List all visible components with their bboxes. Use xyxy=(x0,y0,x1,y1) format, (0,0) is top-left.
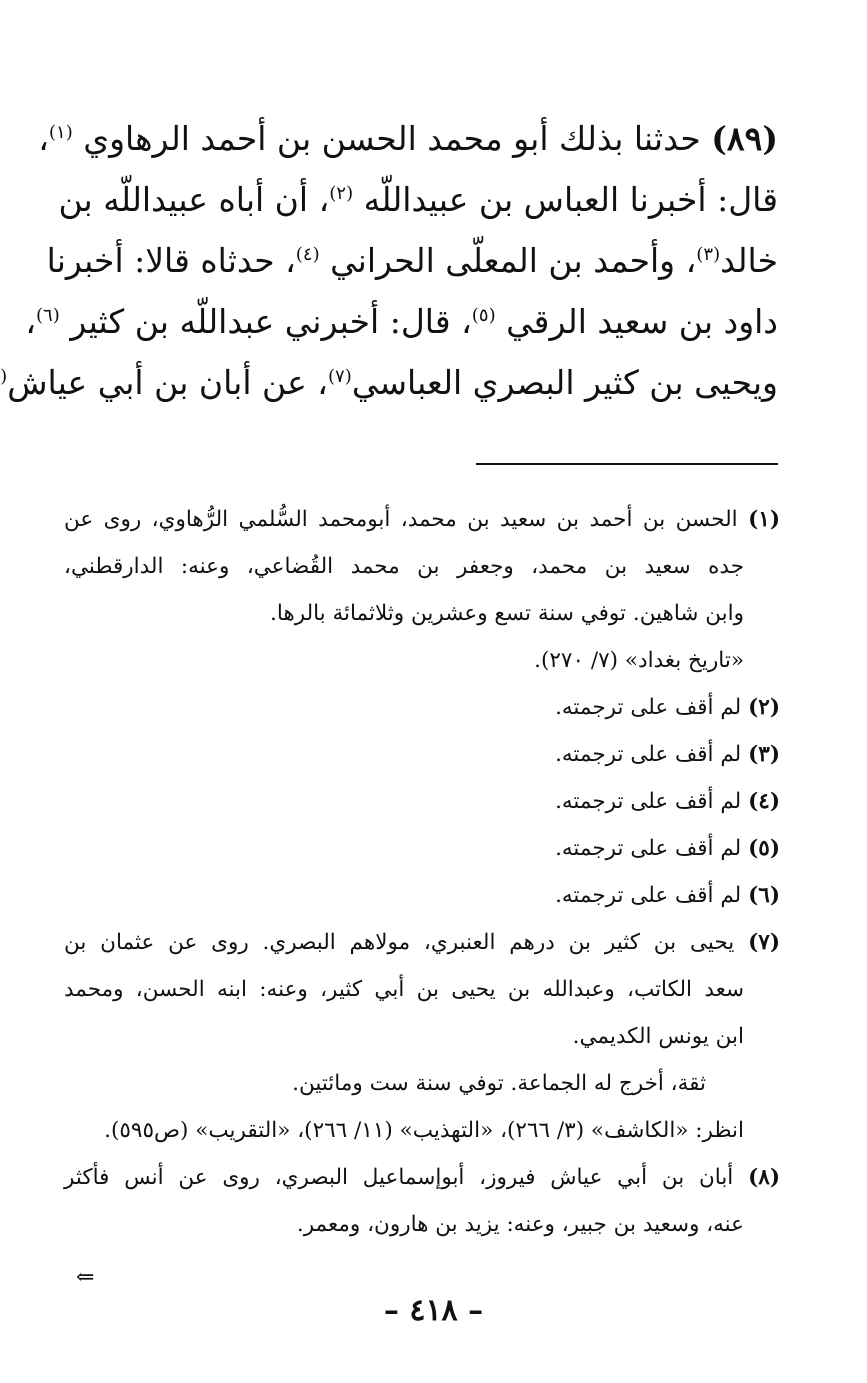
footnote-line xyxy=(64,731,780,778)
main-line-tail: ، حدثاه قالا: أخبرنا xyxy=(46,241,296,280)
main-line-tail: ، قال: أخبرني عبداللّه بن كثير xyxy=(59,302,472,341)
main-line-tail: ، xyxy=(38,119,49,158)
footnote-ref: (٣) xyxy=(696,244,721,265)
footnote-1 xyxy=(64,496,780,684)
footnote-line xyxy=(64,778,780,825)
footnote-ref: ( xyxy=(0,366,8,387)
footnote-ref: (٢) xyxy=(329,183,354,204)
footnote-4 xyxy=(64,778,780,825)
footnote-text: يحيى بن كثير بن درهم العنبري، مولاهم البصري. روى عن عثمان بن xyxy=(64,930,749,955)
footnote-number: (١) xyxy=(748,507,780,532)
footnote-7 xyxy=(64,919,780,1154)
page-number: – ٤١٨ – xyxy=(383,1293,484,1328)
footnote-number: (٧) xyxy=(748,930,780,955)
footnote-text: أبان بن أبي عياش فيروز، أبوإسماعيل البصري، روى عن أنس فأكثر xyxy=(64,1165,749,1190)
footnote-separator xyxy=(476,463,778,465)
footnote-ref: (٤) xyxy=(295,244,320,265)
footnote-text: الحسن بن أحمد بن سعيد بن محمد، أبومحمد السُّلمي الرُّهاوي، روى عن xyxy=(64,507,749,532)
main-line-text: ويحيى بن كثير البصري العباسي xyxy=(351,363,778,402)
footnote-ref: (٦) xyxy=(35,305,60,326)
footnote-line xyxy=(64,684,780,731)
footnote-ref: (١) xyxy=(48,122,73,143)
footnote-line: ثقة، أخرج له الجماعة. توفي سنة ست ومائتين. xyxy=(292,1071,706,1096)
main-line-tail: ، xyxy=(25,302,36,341)
footnote-line xyxy=(64,825,780,872)
main-line-2 xyxy=(58,169,778,230)
main-line-3 xyxy=(46,230,778,291)
footnote-line xyxy=(64,919,780,966)
footnote-text: لم أقف على ترجمته. xyxy=(555,789,749,814)
footnote-line: عنه، وسعيد بن جبير، وعنه: يزيد بن هارون، ومعمر. xyxy=(296,1212,744,1237)
main-line-text: داود بن سعيد الرقي xyxy=(495,302,778,341)
footnote-number: (٥) xyxy=(748,836,780,861)
footnote-6 xyxy=(64,872,780,919)
main-text xyxy=(0,108,778,413)
main-line-tail: ، أن أباه عبيداللّه بن xyxy=(58,180,330,219)
footnote-ref: (٧) xyxy=(327,366,352,387)
footnote-number: (٨) xyxy=(748,1165,780,1190)
footnote-line: انظر: «الكاشف» (٣/ ٢٦٦)، «التهذيب» (١١/ ٢٦٦)، «التقريب» (ص٥٩٥). xyxy=(104,1118,744,1143)
arrow-left-icon: ⇐ xyxy=(76,1265,95,1290)
footnote-line: ابن يونس الكديمي. xyxy=(572,1024,744,1049)
footnote-text: لم أقف على ترجمته. xyxy=(555,836,749,861)
footnote-line xyxy=(64,496,780,543)
footnote-text: لم أقف على ترجمته. xyxy=(555,883,749,908)
footnote-line xyxy=(64,1154,780,1201)
main-line-text: خالد xyxy=(720,241,778,280)
footnote-line: «تاريخ بغداد» (٧/ ٢٧٠). xyxy=(534,648,744,673)
footnote-number: (٤) xyxy=(748,789,780,814)
footnote-2 xyxy=(64,684,780,731)
main-line-text: حدثنا بذلك أبو محمد الحسن بن أحمد الرهاوي xyxy=(72,119,712,158)
footnote-line: وابن شاهين. توفي سنة تسع وعشرين وثلاثمائة بالرها. xyxy=(269,601,744,626)
main-line-1 xyxy=(38,108,778,169)
footnote-text: لم أقف على ترجمته. xyxy=(555,742,749,767)
main-line-5 xyxy=(0,352,778,413)
footnote-ref: (٥) xyxy=(471,305,496,326)
footnote-5 xyxy=(64,825,780,872)
main-line-4 xyxy=(25,291,778,352)
footnote-number: (٦) xyxy=(748,883,780,908)
footnote-3 xyxy=(64,731,780,778)
footnote-8 xyxy=(64,1154,780,1248)
main-line-text: قال: أخبرنا العباس بن عبيداللّه xyxy=(353,180,778,219)
hadith-number: (٨٩) xyxy=(711,119,778,158)
main-line-tail: ، عن أبان بن أبي عياش xyxy=(7,363,328,402)
footnote-line: جده سعيد بن محمد، وجعفر بن محمد القُضاعي، وعنه: الدارقطني، xyxy=(64,554,744,579)
footnote-number: (٢) xyxy=(748,695,780,720)
footnote-line xyxy=(64,872,780,919)
footnotes xyxy=(64,496,780,1248)
footnote-line: سعد الكاتب، وعبدالله بن يحيى بن أبي كثير، وعنه: ابنه الحسن، ومحمد xyxy=(64,977,744,1002)
footnote-number: (٣) xyxy=(748,742,780,767)
main-line-tail: ، وأحمد بن المعلّى الحراني xyxy=(319,241,697,280)
footnote-text: لم أقف على ترجمته. xyxy=(555,695,749,720)
